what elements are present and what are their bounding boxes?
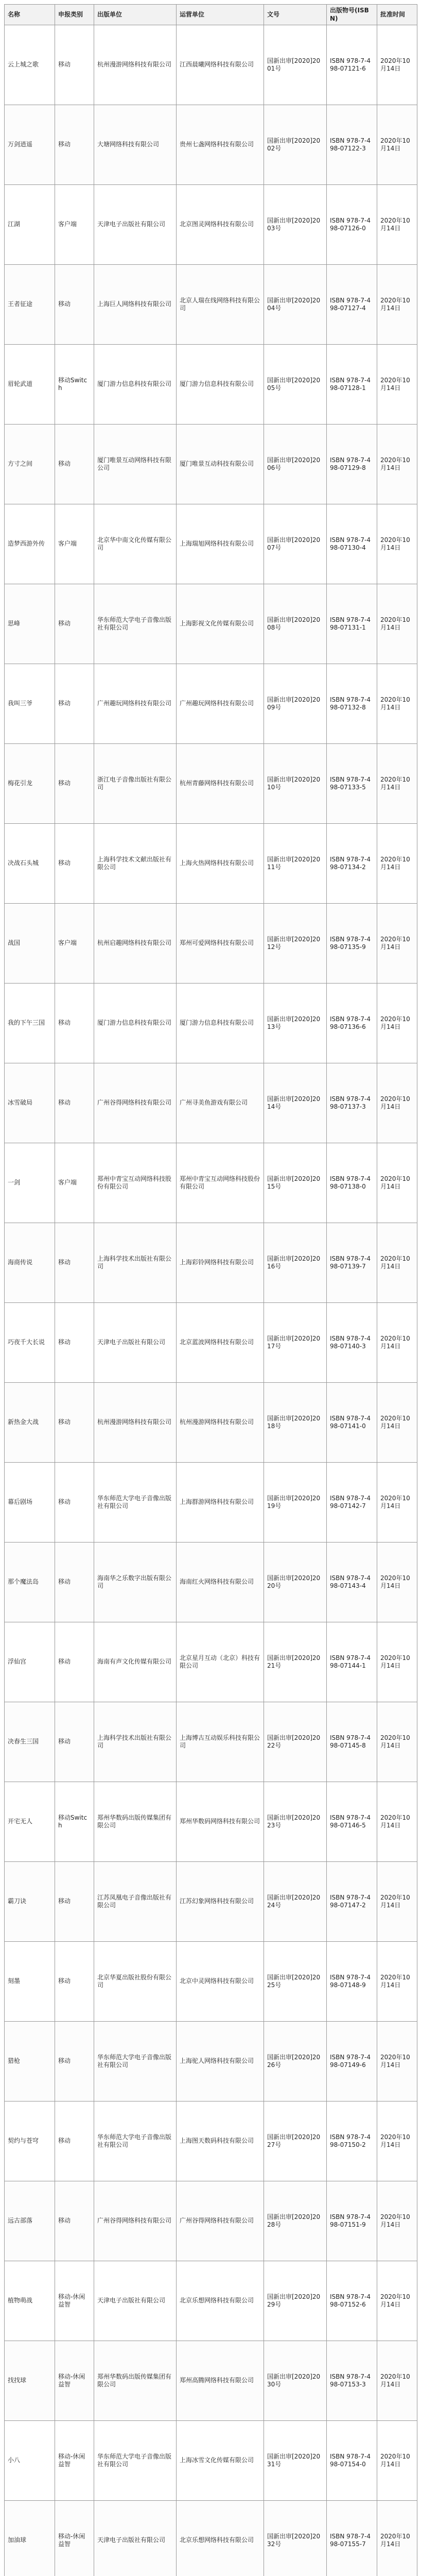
cell-publisher: 浙江电子音像出版社有限公司 — [94, 744, 177, 824]
cell-isbn: ISBN 978-7-498-07140-3 — [327, 1303, 377, 1383]
cell-isbn: ISBN 978-7-498-07134-2 — [327, 824, 377, 904]
cell-category: 移动 — [55, 25, 94, 105]
cell-publisher: 北京华中南文化传媒有限公司 — [94, 504, 177, 584]
cell-isbn: ISBN 978-7-498-07121-6 — [327, 25, 377, 105]
cell-category: 移动Switch — [55, 345, 94, 425]
cell-operator: 厦门唯景互动科技有限公司 — [177, 425, 264, 504]
cell-publisher: 广州趣玩网络科技有限公司 — [94, 664, 177, 744]
cell-category: 移动-休闲益智 — [55, 2501, 94, 2576]
table-row — [5, 664, 417, 744]
cell-approval-date: 2020年10月14日 — [377, 904, 417, 984]
cell-publisher: 厦门游力信息科技有限公司 — [94, 984, 177, 1063]
cell-category: 移动 — [55, 1862, 94, 1942]
cell-publisher: 海南华之乐数字出版有限公司 — [94, 1543, 177, 1622]
table-row — [5, 425, 417, 504]
cell-approval-date: 2020年10月14日 — [377, 185, 417, 265]
cell-approval-date: 2020年10月14日 — [377, 1303, 417, 1383]
cell-document-number: 国新出审[2020]2002号 — [264, 105, 327, 185]
cell-name: 江湖 — [5, 185, 55, 265]
cell-operator: 江苏幻象网络科技有限公司 — [177, 1862, 264, 1942]
header-isbn: 出版物号(ISBN) — [327, 5, 377, 25]
cell-document-number: 国新出审[2020]2025号 — [264, 1942, 327, 2022]
cell-document-number: 国新出审[2020]2005号 — [264, 345, 327, 425]
cell-operator: 上海瑞旭网络科技有限公司 — [177, 504, 264, 584]
cell-isbn: ISBN 978-7-498-07129-8 — [327, 425, 377, 504]
cell-approval-date: 2020年10月14日 — [377, 824, 417, 904]
cell-category: 客户端 — [55, 1143, 94, 1223]
table-row — [5, 25, 417, 105]
cell-operator: 厦门游力信息科技有限公司 — [177, 984, 264, 1063]
cell-operator: 郑州华数码网络科技有限公司 — [177, 1782, 264, 1862]
cell-operator: 郑州可爱网络科技有限公司 — [177, 904, 264, 984]
cell-isbn: ISBN 978-7-498-07122-3 — [327, 105, 377, 185]
cell-category: 客户端 — [55, 904, 94, 984]
cell-isbn: ISBN 978-7-498-07139-7 — [327, 1223, 377, 1303]
cell-document-number: 国新出审[2020]2027号 — [264, 2102, 327, 2181]
cell-approval-date: 2020年10月14日 — [377, 425, 417, 504]
cell-document-number: 国新出审[2020]2022号 — [264, 1702, 327, 1782]
cell-category: 移动-休闲益智 — [55, 2341, 94, 2421]
approval-table — [4, 4, 417, 2576]
cell-category: 移动 — [55, 265, 94, 345]
cell-approval-date: 2020年10月14日 — [377, 2181, 417, 2261]
cell-publisher: 广州谷得网络科技有限公司 — [94, 1063, 177, 1143]
cell-isbn: ISBN 978-7-498-07133-5 — [327, 744, 377, 824]
cell-operator: 上海群游网络科技有限公司 — [177, 1463, 264, 1543]
cell-publisher: 华东师范大学电子音像出版社有限公司 — [94, 1463, 177, 1543]
cell-approval-date: 2020年10月14日 — [377, 2501, 417, 2576]
table-row — [5, 984, 417, 1063]
cell-name: 方寸之间 — [5, 425, 55, 504]
cell-operator: 北京蓝波网络科技有限公司 — [177, 1303, 264, 1383]
cell-name: 梅花引龙 — [5, 744, 55, 824]
cell-category: 移动Switch — [55, 1782, 94, 1862]
cell-approval-date: 2020年10月14日 — [377, 1223, 417, 1303]
cell-operator: 贵州七盏网络科技有限公司 — [177, 105, 264, 185]
cell-name: 幕后剧场 — [5, 1463, 55, 1543]
cell-isbn: ISBN 978-7-498-07127-4 — [327, 265, 377, 345]
cell-category: 移动 — [55, 1383, 94, 1463]
table-row — [5, 105, 417, 185]
cell-document-number: 国新出审[2020]2007号 — [264, 504, 327, 584]
cell-document-number: 国新出审[2020]2003号 — [264, 185, 327, 265]
cell-operator: 郑州高腾网络科技有限公司 — [177, 2341, 264, 2421]
cell-operator: 北京星月互动（北京）科技有限公司 — [177, 1622, 264, 1702]
cell-name: 霸刀诀 — [5, 1862, 55, 1942]
cell-name: 海商传说 — [5, 1223, 55, 1303]
cell-operator: 广州趣玩网络科技有限公司 — [177, 664, 264, 744]
table-row — [5, 345, 417, 425]
cell-approval-date: 2020年10月14日 — [377, 1383, 417, 1463]
cell-approval-date: 2020年10月14日 — [377, 2421, 417, 2501]
cell-name: 决战石头城 — [5, 824, 55, 904]
cell-category: 移动-休闲益智 — [55, 2421, 94, 2501]
cell-approval-date: 2020年10月14日 — [377, 2341, 417, 2421]
cell-isbn: ISBN 978-7-498-07148-9 — [327, 1942, 377, 2022]
cell-operator: 海南红火网络科技有限公司 — [177, 1543, 264, 1622]
cell-name: 我叫三爷 — [5, 664, 55, 744]
cell-document-number: 国新出审[2020]2029号 — [264, 2261, 327, 2341]
cell-approval-date: 2020年10月14日 — [377, 1862, 417, 1942]
cell-approval-date: 2020年10月14日 — [377, 1702, 417, 1782]
cell-publisher: 北京华夏出版社股份有限公司 — [94, 1942, 177, 2022]
cell-name: 猎枪 — [5, 2022, 55, 2102]
cell-category: 移动 — [55, 105, 94, 185]
cell-isbn: ISBN 978-7-498-07151-9 — [327, 2181, 377, 2261]
cell-name: 新热金大战 — [5, 1383, 55, 1463]
cell-operator: 北京图灵网络科技有限公司 — [177, 185, 264, 265]
header-document-number: 文号 — [264, 5, 327, 25]
cell-publisher: 郑州华数码出版传媒集团有限公司 — [94, 1782, 177, 1862]
cell-category: 移动 — [55, 2022, 94, 2102]
cell-document-number: 国新出审[2020]2021号 — [264, 1622, 327, 1702]
cell-approval-date: 2020年10月14日 — [377, 1622, 417, 1702]
cell-isbn: ISBN 978-7-498-07144-1 — [327, 1622, 377, 1702]
cell-document-number: 国新出审[2020]2014号 — [264, 1063, 327, 1143]
table-row — [5, 2261, 417, 2341]
cell-isbn: ISBN 978-7-498-07154-0 — [327, 2421, 377, 2501]
table-row — [5, 1463, 417, 1543]
cell-isbn: ISBN 978-7-498-07131-1 — [327, 584, 377, 664]
cell-isbn: ISBN 978-7-498-07126-0 — [327, 185, 377, 265]
table-row — [5, 1223, 417, 1303]
header-operator: 运营单位 — [177, 5, 264, 25]
cell-isbn: ISBN 978-7-498-07142-7 — [327, 1463, 377, 1543]
cell-name: 战国 — [5, 904, 55, 984]
cell-operator: 上海博古互动娱乐科技有限公司 — [177, 1702, 264, 1782]
cell-publisher: 上海科学技术出版社有限公司 — [94, 1702, 177, 1782]
cell-publisher: 天津电子出版社有限公司 — [94, 185, 177, 265]
cell-name: 开宅无人 — [5, 1782, 55, 1862]
cell-document-number: 国新出审[2020]2011号 — [264, 824, 327, 904]
table-row — [5, 1622, 417, 1702]
cell-category: 移动 — [55, 2181, 94, 2261]
cell-name: 我的下午三国 — [5, 984, 55, 1063]
cell-name: 浮仙宫 — [5, 1622, 55, 1702]
cell-publisher: 郑州中青宝互动网络科技股份有限公司 — [94, 1143, 177, 1223]
cell-publisher: 上海科学技术文献出版社有限公司 — [94, 824, 177, 904]
cell-name: 远古部落 — [5, 2181, 55, 2261]
cell-approval-date: 2020年10月14日 — [377, 504, 417, 584]
cell-operator: 上海冰雪文化传媒有限公司 — [177, 2421, 264, 2501]
cell-name: 冰雪破局 — [5, 1063, 55, 1143]
table-row — [5, 1782, 417, 1862]
cell-document-number: 国新出审[2020]2006号 — [264, 425, 327, 504]
cell-name: 王者征途 — [5, 265, 55, 345]
cell-isbn: ISBN 978-7-498-07137-3 — [327, 1063, 377, 1143]
cell-document-number: 国新出审[2020]2023号 — [264, 1782, 327, 1862]
cell-operator: 厦门游力信息科技有限公司 — [177, 345, 264, 425]
cell-category: 移动 — [55, 984, 94, 1063]
cell-category: 移动 — [55, 1622, 94, 1702]
cell-isbn: ISBN 978-7-498-07147-2 — [327, 1862, 377, 1942]
cell-isbn: ISBN 978-7-498-07146-5 — [327, 1782, 377, 1862]
cell-name: 思峰 — [5, 584, 55, 664]
cell-name: 眉轮武道 — [5, 345, 55, 425]
cell-name: 一剑 — [5, 1143, 55, 1223]
cell-operator: 北京人瑞在线网络科技有限公司 — [177, 265, 264, 345]
table-row — [5, 1942, 417, 2022]
cell-document-number: 国新出审[2020]2028号 — [264, 2181, 327, 2261]
cell-document-number: 国新出审[2020]2018号 — [264, 1383, 327, 1463]
cell-name: 万剑逍遥 — [5, 105, 55, 185]
table-row — [5, 2102, 417, 2181]
cell-publisher: 华东师范大学电子音像出版社有限公司 — [94, 584, 177, 664]
table-row — [5, 744, 417, 824]
cell-approval-date: 2020年10月14日 — [377, 25, 417, 105]
cell-document-number: 国新出审[2020]2013号 — [264, 984, 327, 1063]
cell-publisher: 华东师范大学电子音像出版社有限公司 — [94, 2421, 177, 2501]
cell-document-number: 国新出审[2020]2030号 — [264, 2341, 327, 2421]
cell-operator: 江西晨曦网络科技有限公司 — [177, 25, 264, 105]
cell-document-number: 国新出审[2020]2024号 — [264, 1862, 327, 1942]
cell-publisher: 海南有声文化传媒有限公司 — [94, 1622, 177, 1702]
cell-document-number: 国新出审[2020]2001号 — [264, 25, 327, 105]
table-row — [5, 1543, 417, 1622]
table-row — [5, 1862, 417, 1942]
cell-approval-date: 2020年10月14日 — [377, 105, 417, 185]
header-category: 申报类别 — [55, 5, 94, 25]
cell-isbn: ISBN 978-7-498-07132-8 — [327, 664, 377, 744]
cell-isbn: ISBN 978-7-498-07128-1 — [327, 345, 377, 425]
table-row — [5, 2022, 417, 2102]
table-row — [5, 1303, 417, 1383]
table-row — [5, 1143, 417, 1223]
cell-document-number: 国新出审[2020]2031号 — [264, 2421, 327, 2501]
table-row — [5, 584, 417, 664]
cell-operator: 上海彩铃网络科技有限公司 — [177, 1223, 264, 1303]
cell-publisher: 华东师范大学电子音像出版社有限公司 — [94, 2022, 177, 2102]
table-header-row — [5, 5, 417, 25]
cell-isbn: ISBN 978-7-498-07153-3 — [327, 2341, 377, 2421]
cell-publisher: 华东师范大学电子音像出版社有限公司 — [94, 2102, 177, 2181]
cell-name: 契约与苍穹 — [5, 2102, 55, 2181]
cell-approval-date: 2020年10月14日 — [377, 1942, 417, 2022]
cell-publisher: 上海科学技术出版社有限公司 — [94, 1223, 177, 1303]
cell-operator: 北京乐想网络科技有限公司 — [177, 2501, 264, 2576]
cell-publisher: 天津电子出版社有限公司 — [94, 2261, 177, 2341]
cell-operator: 北京中灵网络科技有限公司 — [177, 1942, 264, 2022]
cell-publisher: 上海巨人网络科技有限公司 — [94, 265, 177, 345]
cell-category: 移动 — [55, 1543, 94, 1622]
cell-name: 云上城之歌 — [5, 25, 55, 105]
cell-isbn: ISBN 978-7-498-07152-6 — [327, 2261, 377, 2341]
table-row — [5, 1063, 417, 1143]
cell-isbn: ISBN 978-7-498-07130-4 — [327, 504, 377, 584]
cell-isbn: ISBN 978-7-498-07145-8 — [327, 1702, 377, 1782]
cell-isbn: ISBN 978-7-498-07149-6 — [327, 2022, 377, 2102]
cell-name: 造梦西游外传 — [5, 504, 55, 584]
cell-document-number: 国新出审[2020]2012号 — [264, 904, 327, 984]
table-row — [5, 504, 417, 584]
table-row — [5, 265, 417, 345]
table-row — [5, 2181, 417, 2261]
cell-operator: 上海影视文化传媒有限公司 — [177, 584, 264, 664]
cell-category: 移动 — [55, 744, 94, 824]
cell-approval-date: 2020年10月14日 — [377, 1463, 417, 1543]
cell-document-number: 国新出审[2020]2009号 — [264, 664, 327, 744]
header-publisher: 出版单位 — [94, 5, 177, 25]
cell-name: 巧夜千大长说 — [5, 1303, 55, 1383]
cell-publisher: 天津电子出版社有限公司 — [94, 2501, 177, 2576]
table-row — [5, 824, 417, 904]
cell-publisher: 厦门游力信息科技有限公司 — [94, 345, 177, 425]
cell-category: 客户端 — [55, 185, 94, 265]
cell-approval-date: 2020年10月14日 — [377, 1063, 417, 1143]
cell-category: 移动 — [55, 584, 94, 664]
table-row — [5, 904, 417, 984]
cell-approval-date: 2020年10月14日 — [377, 984, 417, 1063]
cell-document-number: 国新出审[2020]2019号 — [264, 1463, 327, 1543]
cell-document-number: 国新出审[2020]2026号 — [264, 2022, 327, 2102]
cell-document-number: 国新出审[2020]2016号 — [264, 1223, 327, 1303]
cell-name: 找找球 — [5, 2341, 55, 2421]
cell-document-number: 国新出审[2020]2017号 — [264, 1303, 327, 1383]
header-approval-date: 批准时间 — [377, 5, 417, 25]
cell-operator: 广州谷得网络科技有限公司 — [177, 2181, 264, 2261]
cell-operator: 上海火热网络科技有限公司 — [177, 824, 264, 904]
cell-category: 移动 — [55, 1303, 94, 1383]
cell-approval-date: 2020年10月14日 — [377, 2102, 417, 2181]
cell-document-number: 国新出审[2020]2032号 — [264, 2501, 327, 2576]
cell-category: 移动 — [55, 1063, 94, 1143]
cell-document-number: 国新出审[2020]2008号 — [264, 584, 327, 664]
cell-document-number: 国新出审[2020]2015号 — [264, 1143, 327, 1223]
cell-name: 小八 — [5, 2421, 55, 2501]
cell-approval-date: 2020年10月14日 — [377, 345, 417, 425]
cell-publisher: 厦门唯景互动网络科技有限公司 — [94, 425, 177, 504]
table-body — [5, 25, 417, 2576]
cell-publisher: 大塘网络科技有限公司 — [94, 105, 177, 185]
cell-publisher: 杭州启趣网络科技有限公司 — [94, 904, 177, 984]
table-row — [5, 2501, 417, 2576]
cell-publisher: 天津电子出版社有限公司 — [94, 1303, 177, 1383]
cell-category: 移动 — [55, 1942, 94, 2022]
cell-document-number: 国新出审[2020]2004号 — [264, 265, 327, 345]
cell-category: 移动-休闲益智 — [55, 2261, 94, 2341]
header-name: 名称 — [5, 5, 55, 25]
cell-document-number: 国新出审[2020]2020号 — [264, 1543, 327, 1622]
cell-approval-date: 2020年10月14日 — [377, 664, 417, 744]
cell-publisher: 江苏凤凰电子音像出版社有限公司 — [94, 1862, 177, 1942]
cell-approval-date: 2020年10月14日 — [377, 744, 417, 824]
cell-isbn: ISBN 978-7-498-07143-4 — [327, 1543, 377, 1622]
cell-isbn: ISBN 978-7-498-07141-0 — [327, 1383, 377, 1463]
cell-approval-date: 2020年10月14日 — [377, 2022, 417, 2102]
cell-isbn: ISBN 978-7-498-07136-6 — [327, 984, 377, 1063]
cell-operator: 上海驼人网络科技有限公司 — [177, 2022, 264, 2102]
cell-isbn: ISBN 978-7-498-07155-7 — [327, 2501, 377, 2576]
table-row — [5, 2421, 417, 2501]
cell-isbn: ISBN 978-7-498-07138-0 — [327, 1143, 377, 1223]
cell-approval-date: 2020年10月14日 — [377, 1782, 417, 1862]
cell-isbn: ISBN 978-7-498-07135-9 — [327, 904, 377, 984]
cell-publisher: 杭州漫游网络科技有限公司 — [94, 1383, 177, 1463]
cell-approval-date: 2020年10月14日 — [377, 1143, 417, 1223]
cell-approval-date: 2020年10月14日 — [377, 2261, 417, 2341]
cell-name: 加油球 — [5, 2501, 55, 2576]
cell-operator: 郑州中青宝互动网络科技股份有限公司 — [177, 1143, 264, 1223]
cell-operator: 广州寻美鱼游戏有限公司 — [177, 1063, 264, 1143]
cell-category: 移动 — [55, 1223, 94, 1303]
cell-approval-date: 2020年10月14日 — [377, 1543, 417, 1622]
cell-category: 移动 — [55, 664, 94, 744]
cell-category: 移动 — [55, 2102, 94, 2181]
table-row — [5, 1702, 417, 1782]
table-row — [5, 2341, 417, 2421]
cell-approval-date: 2020年10月14日 — [377, 584, 417, 664]
cell-approval-date: 2020年10月14日 — [377, 265, 417, 345]
cell-operator: 上海图天数码科技有限公司 — [177, 2102, 264, 2181]
cell-publisher: 杭州漫游网络科技有限公司 — [94, 25, 177, 105]
table-row — [5, 185, 417, 265]
cell-isbn: ISBN 978-7-498-07150-2 — [327, 2102, 377, 2181]
cell-operator: 杭州漫游网络科技有限公司 — [177, 1383, 264, 1463]
table-row — [5, 1383, 417, 1463]
cell-category: 移动 — [55, 1463, 94, 1543]
cell-category: 移动 — [55, 824, 94, 904]
cell-operator: 北京乐想网络科技有限公司 — [177, 2261, 264, 2341]
cell-document-number: 国新出审[2020]2010号 — [264, 744, 327, 824]
cell-name: 那个魔法岛 — [5, 1543, 55, 1622]
cell-category: 客户端 — [55, 504, 94, 584]
cell-publisher: 郑州华数码出版传媒集团有限公司 — [94, 2341, 177, 2421]
cell-category: 移动 — [55, 425, 94, 504]
cell-category: 移动 — [55, 1702, 94, 1782]
cell-name: 决春生三国 — [5, 1702, 55, 1782]
cell-publisher: 广州谷得网络科技有限公司 — [94, 2181, 177, 2261]
cell-name: 刻墨 — [5, 1942, 55, 2022]
cell-operator: 杭州青藤网络科技有限公司 — [177, 744, 264, 824]
cell-name: 植物萌战 — [5, 2261, 55, 2341]
